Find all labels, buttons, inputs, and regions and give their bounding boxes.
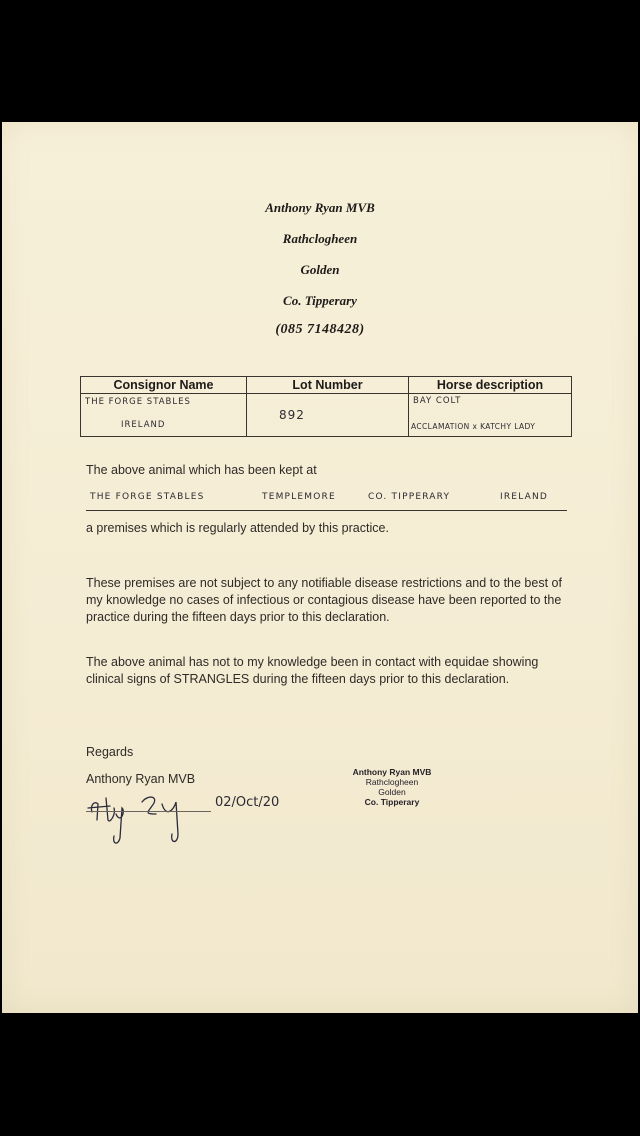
declaration-strangles: The above animal has not to my knowledge been in contact with equidae showing clinical signs of STRANGLES during the fifteen days prior to this declaration. (86, 655, 539, 686)
declaration-disease-restrictions: These premises are not subject to any notifiable disease restrictions and to the best of my knowledge no cases of infectious or contagious disease have been reported to the practice during the fifteen days prior to this declaration. (86, 576, 562, 624)
consignor-cell (81, 394, 247, 437)
premises-handwritten-part3: CO. TIPPERARY (368, 492, 451, 502)
table-row (81, 394, 572, 437)
consignor-handwritten-line1: THE FORGE STABLES (85, 397, 191, 407)
table-header-row (81, 377, 572, 394)
certificate-page (2, 122, 638, 1013)
kept-at-text: The above animal which has been kept at (86, 463, 317, 477)
letterhead-phone: (085 7148428) (275, 322, 365, 337)
stamp-line2: Rathclogheen (365, 777, 419, 787)
lot-number-cell (247, 394, 409, 437)
attended-text: a premises which is regularly attended by this practice. (86, 521, 389, 535)
stamp-line3: Golden (378, 787, 406, 797)
signatory-name: Anthony Ryan MVB (86, 772, 196, 786)
header-horse-description: Horse description (409, 377, 572, 394)
header-consignor-name: Consignor Name (81, 377, 247, 394)
letterhead-address-line2: Golden (300, 262, 340, 277)
premises-address-line (86, 488, 567, 511)
handwritten-signature (86, 784, 216, 846)
letterhead-name: Anthony Ryan MVB (265, 200, 375, 215)
lot-number-handwritten: 892 (279, 408, 305, 422)
premises-handwritten-part1: THE FORGE STABLES (90, 492, 205, 502)
stamp-line1: Anthony Ryan MVB (352, 767, 432, 777)
header-lot-number: Lot Number (247, 377, 409, 394)
horse-handwritten-line1: BAY COLT (413, 396, 462, 406)
letterhead-address-line1: Rathclogheen (282, 231, 358, 246)
closing-regards: Regards (86, 745, 134, 759)
stamp-line4: Co. Tipperary (364, 797, 420, 807)
horse-handwritten-line2: ACCLAMATION x KATCHY LADY (411, 422, 536, 431)
signature-line (86, 811, 211, 812)
signature-date-handwritten: 02/Oct/20 (215, 795, 280, 810)
consignor-handwritten-line2: IRELAND (121, 420, 166, 430)
premises-handwritten-part2: TEMPLEMORE (262, 492, 336, 502)
practice-stamp (342, 767, 442, 807)
letterhead-address-line3: Co. Tipperary (283, 293, 357, 308)
lot-details-table (80, 376, 572, 437)
horse-description-cell (409, 394, 572, 437)
premises-handwritten-part4: IRELAND (500, 492, 549, 502)
